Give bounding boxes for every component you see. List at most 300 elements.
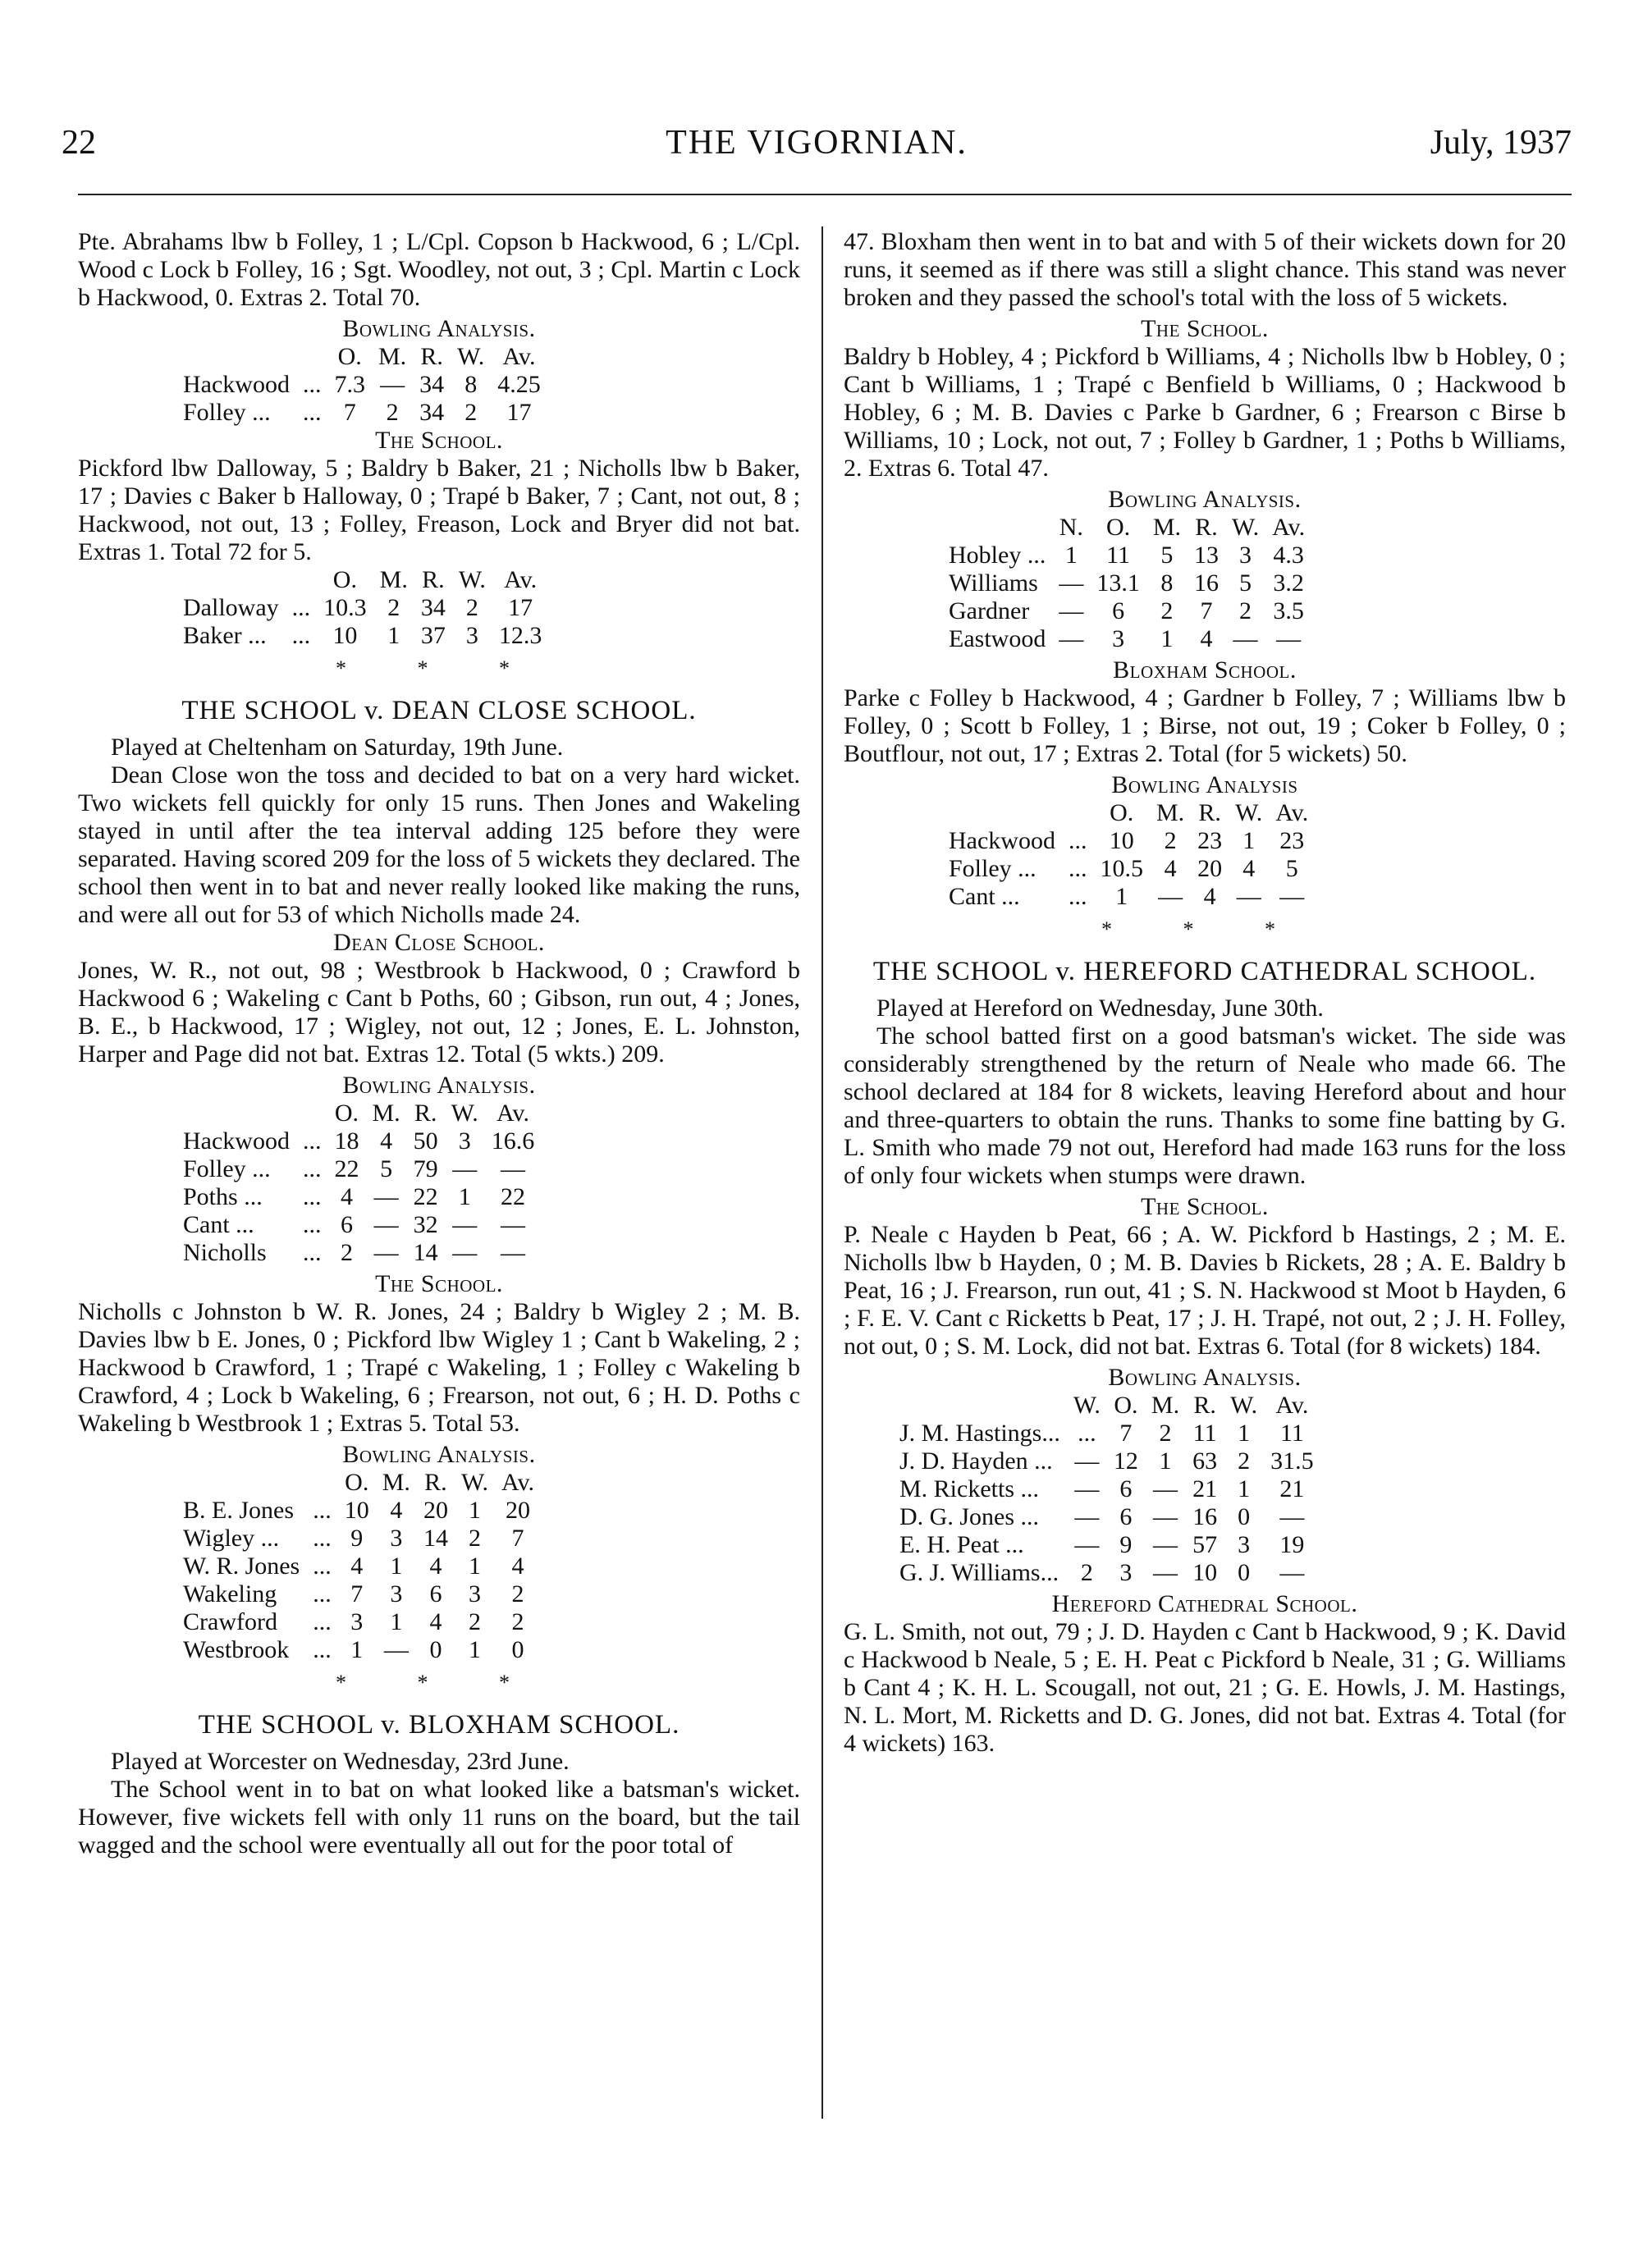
bowler-row [893,1559,1320,1587]
bowling-figure: 4 [390,1497,403,1524]
bowling-figure: ... [302,1239,322,1266]
publication-title: THE VIGORNIAN. [666,124,968,162]
bowling-figure: 4.25 [497,371,541,398]
column-header: W. [1073,1392,1101,1419]
bowling-figure: — [373,1211,399,1238]
bowling-figure: 1 [1159,1447,1172,1475]
bowling-figure: ... [302,399,322,426]
section-subheading: The School. [375,427,503,454]
bowling-analysis-title: Bowling Analysis. [342,315,536,342]
match-venue: Played at Worcester on Wednesday, 23rd June. [111,1748,570,1775]
bowling-figure: 1 [468,1497,481,1524]
bowling-figure: — [1153,1475,1178,1502]
bowling-figure: 1 [387,622,400,649]
bowling-figure: 4 [429,1608,442,1635]
bowling-figure: — [1279,1559,1305,1586]
bowling-figure: 1 [390,1608,403,1635]
column-header [176,343,296,371]
bowling-figure: ... [302,1127,322,1155]
bowling-analysis-title: Bowling Analysis. [1108,1364,1302,1391]
bowling-figure: ... [313,1525,332,1552]
section-separator: * * * [336,656,542,680]
bowler-row [893,1503,1320,1531]
column-header: W. [458,566,486,593]
bowler-row [176,622,548,650]
bowling-figure: 37 [420,622,446,649]
bowling-figure: 1 [350,1636,364,1663]
hereford-innings-text: G. L. Smith, not out, 79 ; J. D. Hayden c Cant b Hackwood, 9 ; K. David c Hackwood b Neale, 5 ; E. H. Peat c Pickford b Neale, 31 ; G. Williams b Cant 4 ; K. H. L. Scougall, not out, 21 ; G. E. Howls, J. M. Hastings, N. L. Mort, M. Ricketts and D. G. Jones, did not bat. Extras 4. Total (for 4 wickets) 163. [844,1618,1566,1757]
bowling-figure: 0 [1238,1503,1251,1530]
bowling-analysis-title: Bowling Analysis [1111,771,1298,798]
bowling-figure: 32 [413,1211,438,1238]
column-header: M. [1151,1392,1180,1419]
bowler-row [176,371,547,399]
bowling-figure: 9 [350,1525,364,1552]
bowling-figure: — [452,1239,478,1266]
bowling-figure: 9 [1119,1531,1133,1558]
bowling-table [942,799,1315,911]
bowling-figure: — [383,1636,409,1663]
bowling-figure: 0 [1238,1559,1251,1586]
bowling-figure: 10 [344,1497,369,1524]
match-report: The School went in to bat on what looked like a batsman's wicket. However, five wickets fell with only 11 runs on the board, but the tail wagged and the school were eventually all out for the poor total of [78,1776,800,1859]
bowler-row [893,1531,1320,1559]
left-column [78,228,800,1859]
bowling-figure: 2 [340,1239,353,1266]
column-header [296,1100,328,1127]
bowler-name: Crawford [183,1608,277,1635]
bowling-figure: 34 [419,371,445,398]
bowling-figure: 1 [1115,883,1128,910]
bowler-row [176,399,547,427]
column-header: O. [334,1100,359,1127]
bowler-row [176,1183,541,1211]
match-heading: THE SCHOOL v. BLOXHAM SCHOOL. [198,1710,680,1740]
bowling-header-row [893,1392,1320,1420]
bowling-figure: 11 [1106,542,1131,569]
column-header: R. [414,1100,437,1127]
bowling-figure: 14 [413,1239,438,1266]
bowling-figure: 7 [1119,1420,1133,1447]
bowling-table [893,1392,1320,1587]
bowler-name: W. R. Jones [183,1552,300,1580]
bowling-figure: 2 [1080,1559,1093,1586]
bowling-figure: 2 [1159,1420,1172,1447]
bowling-figure: 22 [500,1183,525,1210]
bowler-row [176,594,548,622]
page-header [62,123,1572,181]
bowler-row [942,625,1311,653]
column-header: W. [451,1100,478,1127]
bowler-row [942,542,1311,569]
bowler-name: J. D. Hayden ... [899,1447,1053,1475]
bowling-figure: — [452,1155,478,1182]
bowling-figure: 3 [458,1127,471,1155]
column-header: Av. [504,566,538,593]
bowling-figure: 2 [1239,597,1252,624]
bowling-figure: ... [1068,855,1087,882]
column-header: O. [1114,1392,1138,1419]
bowling-analysis-title: Bowling Analysis. [342,1072,536,1099]
bowling-figure: ... [302,1183,322,1210]
bowling-figure: 13.1 [1096,569,1140,597]
bowler-name: Gardner [949,597,1030,624]
bowling-table [176,1469,541,1664]
issue-date: July, 1937 [1430,124,1572,162]
school-innings-text: Baldry b Hobley, 4 ; Pickford b Williams, 4 ; Nicholls lbw b Hobley, 0 ; Cant b Williams, 1 ; Trapé c Benfield b Williams, 0 ; Hackwood b Hobley, 6 ; M. B. Davies c Parke b Gardner, 6 ; Frearson c Birse b Williams, 10 ; Lock, not out, 7 ; Folley b Gardner, 1 ; Poths b Williams, 2. Extras 6. Total 47. [844,343,1566,482]
bowling-figure: 3 [1119,1559,1133,1586]
bowling-figure: 10 [1109,827,1134,854]
bowling-figure: — [1236,883,1261,910]
bowling-figure: — [500,1155,525,1182]
bowling-figure: 4 [350,1552,364,1580]
column-header [176,1469,306,1497]
bowling-figure: 10.5 [1100,855,1143,882]
bowling-figure: 1 [458,1183,471,1210]
bowler-name: Williams [949,569,1038,597]
bowler-row [176,1239,541,1267]
bowling-figure: 19 [1279,1531,1305,1558]
section-subheading: The School. [1141,315,1269,342]
bowling-figure: — [1153,1559,1178,1586]
bowling-figure: 7 [350,1580,364,1607]
bowling-analysis-title: Bowling Analysis. [342,1441,536,1468]
section-subheading: The School. [375,1270,503,1297]
bowling-figure: 14 [423,1525,448,1552]
bowling-header-row [176,566,548,594]
bowling-figure: 4.3 [1273,542,1304,569]
bowling-figure: 2 [1160,597,1174,624]
bowler-name: Baker ... [183,622,267,649]
bowling-header-row [942,514,1311,542]
bowling-figure: 5 [1239,569,1252,597]
bowler-name: Hackwood [183,371,290,398]
column-header: M. [372,1100,400,1127]
bowling-figure: 2 [468,1525,481,1552]
bowler-name: J. M. Hastings... [899,1420,1060,1447]
match-report: The school batted first on a good batsman's wicket. The side was considerably strengthened by the return of Neale who made 66. The school declared at 184 for 8 wickets, leaving Hereford about and hour and three-quarters to obtain the runs. Thanks to some fine batting by G. L. Smith who made 79 not out, Hereford had made 163 runs for the loss of only four wickets when stumps were drawn. [844,1022,1566,1189]
section-subheading: Bloxham School. [1113,656,1297,684]
bowling-figure: 7 [343,399,356,426]
right-column [844,228,1566,1758]
bowler-name: E. H. Peat ... [899,1531,1024,1558]
bowling-figure: 2 [511,1608,524,1635]
bowling-figure: 3.2 [1273,569,1304,597]
column-header: Av. [1275,1392,1309,1419]
column-header: W. [460,1469,488,1496]
bowler-name: D. G. Jones ... [899,1503,1039,1530]
bowling-figure: 17 [508,594,533,621]
bowling-figure: — [380,371,405,398]
bowler-row [176,1525,541,1552]
bowling-figure: — [1279,883,1305,910]
bowler-name: M. Ricketts ... [899,1475,1039,1502]
bowling-figure: 1 [1160,625,1174,652]
bowling-figure: 20 [506,1497,530,1524]
bowling-figure: 12 [1113,1447,1138,1475]
column-header: O. [1110,799,1134,826]
bowler-name: Nicholls [183,1239,267,1266]
bowling-figure: 34 [420,594,446,621]
bowling-figure: ... [313,1608,332,1635]
bowling-figure: 4 [1203,883,1216,910]
column-header: Av. [1275,799,1309,826]
bowler-row [176,1211,541,1239]
column-header: O. [345,1469,369,1496]
bowling-figure: 6 [340,1211,353,1238]
bowling-figure: 2 [387,594,400,621]
bowling-figure: 1 [1242,827,1256,854]
bowling-figure: 21 [1192,1475,1218,1502]
bowler-name: Poths ... [183,1183,263,1210]
bowler-row [893,1420,1320,1447]
column-header: N. [1059,514,1083,541]
bowling-figure: 4 [1242,855,1256,882]
bowling-figure: — [1074,1447,1100,1475]
bowling-figure: 4 [1164,855,1177,882]
bowling-figure: 10 [1192,1559,1218,1586]
bowler-row [942,855,1315,883]
bowling-figure: 5 [1285,855,1298,882]
bowler-row [942,883,1315,911]
bowling-figure: ... [313,1636,332,1663]
section-separator: * * * [1101,917,1308,941]
match-report-continued: 47. Bloxham then went in to bat and with 5 of their wickets down for 20 runs, it seemed as if there was still a slight chance. This stand was never broken and they passed the school's total with the loss of 5 wickets. [844,228,1566,311]
bowler-row [176,1552,541,1580]
bowler-row [942,597,1311,625]
column-header: M. [379,566,408,593]
section-separator: * * * [336,1671,542,1694]
bowling-figure: 22 [334,1155,359,1182]
bowling-figure: 6 [1119,1503,1133,1530]
bowling-figure: ... [302,1155,322,1182]
school-innings-text: P. Neale c Hayden b Peat, 66 ; A. W. Pickford b Hastings, 2 ; M. E. Nicholls lbw b Hayden, 0 ; M. B. Davies b Rickets, 28 ; A. E. Baldry b Peat, 16 ; J. Frearson, run out, 41 ; S. N. Hackwood st Moot b Hayden, 6 ; F. E. V. Cant c Ricketts b Peat, 17 ; J. H. Trapé, not out, 2 ; J. H. Folley, not out, 0 ; S. M. Lock, did not bat. Extras 6. Total (for 8 wickets) 184. [844,1221,1566,1360]
bowling-figure: 3 [465,622,478,649]
column-header: W. [1235,799,1263,826]
bowling-figure: — [1279,1503,1305,1530]
bowler-row [176,1608,541,1636]
page-number: 22 [62,124,96,162]
school-innings-text: Pickford lbw Dalloway, 5 ; Baldry b Baker, 21 ; Nicholls lbw b Baker, 17 ; Davies c Baker b Halloway, 0 ; Trapé b Baker, 7 ; Cant, not out, 8 ; Hackwood, not out, 13 ; Folley, Freason, Lock and Bryer did not bat. Extras 1. Total 72 for 5. [78,455,800,565]
column-header: R. [1193,1392,1216,1419]
bowling-figure: 1 [1238,1420,1251,1447]
bowling-figure: 50 [413,1127,438,1155]
bowler-name: Folley ... [949,855,1037,882]
column-header: M. [382,1469,410,1496]
bowling-figure: ... [1078,1420,1096,1447]
column-header: M. [378,343,407,370]
section-subheading: Dean Close School. [333,929,545,956]
bowler-row [893,1475,1320,1503]
column-header [286,566,318,594]
bowler-name: Hackwood [183,1127,290,1155]
column-header: Av. [502,343,536,370]
bowling-figure: 8 [464,371,478,398]
bowler-row [176,1580,541,1608]
bowling-figure: 1 [390,1552,403,1580]
bowler-row [893,1447,1320,1475]
bowling-figure: 11 [1279,1420,1304,1447]
bowling-figure: 1 [1238,1475,1251,1502]
bowler-row [176,1497,541,1525]
column-header: O. [332,566,357,593]
bowling-figure: 4 [340,1183,353,1210]
column-header [296,343,328,371]
bowling-figure: 12.3 [498,622,542,649]
bowling-figure: — [1276,625,1302,652]
bowling-figure: 31.5 [1270,1447,1314,1475]
bowler-row [176,1155,541,1183]
bowling-figure: 1 [1064,542,1078,569]
bowling-figure: 3.5 [1273,597,1304,624]
bowling-figure: — [1233,625,1258,652]
bowling-figure: — [1153,1503,1178,1530]
column-header: R. [1198,799,1221,826]
column-header: M. [1155,799,1185,826]
column-header: O. [337,343,362,370]
bowler-name: Cant ... [183,1211,254,1238]
bowling-figure: 3 [390,1525,403,1552]
bowling-table [176,566,548,650]
bowling-figure: 0 [511,1636,524,1663]
bowler-name: B. E. Jones [183,1497,294,1524]
match-venue: Played at Cheltenham on Saturday, 19th June. [111,734,564,761]
bowling-table [942,514,1311,653]
bowling-figure: 20 [1197,855,1223,882]
bowling-figure: 17 [506,399,532,426]
column-header [893,1392,1067,1420]
bowling-figure: 57 [1192,1531,1218,1558]
column-header: W. [1232,514,1260,541]
column-header: O. [1105,514,1131,541]
bowling-figure: 6 [1112,597,1125,624]
bowling-figure: 21 [1279,1475,1305,1502]
bowling-figure: 3 [1112,625,1125,652]
bowling-figure: 22 [413,1183,438,1210]
bowling-figure: ... [313,1497,332,1524]
bowling-figure: 23 [1279,827,1305,854]
column-header [942,514,1052,542]
column-header: R. [424,1469,447,1496]
bowling-figure: 10 [332,622,358,649]
bowler-name: Folley ... [183,399,271,426]
bowling-figure: — [373,1239,399,1266]
bowling-figure: 1 [468,1636,481,1663]
bowling-figure: 2 [464,399,478,426]
column-header [1062,799,1094,827]
bowling-figure: 3 [1238,1531,1251,1558]
bowling-figure: 13 [1194,542,1220,569]
column-header [306,1469,338,1497]
bowling-figure: — [1074,1531,1100,1558]
bowler-name: Hobley ... [949,542,1046,569]
bowling-figure: 2 [1238,1447,1251,1475]
bowler-name: Cant ... [949,883,1020,910]
bowling-figure: 4 [511,1552,524,1580]
bowling-figure: — [452,1211,478,1238]
column-header: Av. [1272,514,1306,541]
match-venue: Played at Hereford on Wednesday, June 30th. [876,995,1324,1022]
bowling-figure: 3 [1239,542,1252,569]
column-header: W. [1230,1392,1258,1419]
bowling-figure: ... [302,1211,322,1238]
bowling-figure: 7.3 [334,371,365,398]
header-rule [78,194,1572,195]
bowling-header-row [176,1100,541,1127]
bowling-figure: 4 [380,1127,393,1155]
dean-close-innings-text: Jones, W. R., not out, 98 ; Westbrook b Hackwood, 0 ; Crawford b Hackwood 6 ; Wakeling c Cant b Poths, 60 ; Gibson, run out, 4 ; Jones, B. E., b Hackwood, 17 ; Wigley, not out, 12 ; Jones, E. L. Johnston, Harper and Page did not bat. Extras 12. Total (5 wkts.) 209. [78,957,800,1068]
school-innings-text: Nicholls c Johnston b W. R. Jones, 24 ; Baldry b Wigley 2 ; M. B. Davies lbw b E. Jones, 0 ; Pickford lbw Wigley 1 ; Cant b Wakeling, 2 ; Hackwood b Crawford, 1 ; Trapé c Wakeling, 1 ; Folley c Wakeling b Crawford, 4 ; Lock b Wakeling, 6 ; Frearson, not out, 6 ; H. D. Poths c Wakeling b Westbrook 1 ; Extras 5. Total 53. [78,1298,800,1437]
column-header: W. [457,343,485,370]
bowler-name: Hackwood [949,827,1055,854]
bowling-figure: 6 [429,1580,442,1607]
bowling-figure: 7 [1200,597,1213,624]
bowling-figure: 5 [1160,542,1174,569]
bowling-figure: — [1153,1531,1178,1558]
column-header: R. [1195,514,1218,541]
bowling-figure: — [500,1239,525,1266]
army-innings-text: Pte. Abrahams lbw b Folley, 1 ; L/Cpl. Copson b Hackwood, 6 ; L/Cpl. Wood c Lock b Folley, 16 ; Sgt. Woodley, not out, 3 ; Cpl. Martin c Lock b Hackwood, 0. Extras 2. Total 70. [78,228,800,311]
bowling-figure: 6 [1119,1475,1133,1502]
bowling-figure: — [500,1211,525,1238]
bowling-figure: 63 [1192,1447,1218,1475]
column-header: R. [422,566,445,593]
bowler-row [176,1127,541,1155]
bowling-figure: 16 [1192,1503,1218,1530]
bowler-row [176,1636,541,1664]
bowling-figure: — [1074,1503,1100,1530]
bowling-figure: 10.3 [323,594,367,621]
bowler-name: Wigley ... [183,1525,280,1552]
bowling-figure: 16.6 [491,1127,535,1155]
bloxham-innings-text: Parke c Folley b Hackwood, 4 ; Gardner b Folley, 7 ; Williams lbw b Folley, 0 ; Scott b Folley, 1 ; Birse, not out, 19 ; Coker b Folley, 0 ; Boutflour, not out, 17 ; Extras 2. Total (for 5 wickets) 50. [844,684,1566,767]
bowling-figure: 2 [386,399,399,426]
bowler-name: G. J. Williams... [899,1559,1059,1586]
bowling-figure: ... [1068,883,1087,910]
bowling-figure: 3 [390,1580,403,1607]
bowling-table [176,1100,541,1267]
bowling-figure: 0 [429,1636,442,1663]
column-header: Av. [501,1469,534,1496]
bowler-row [942,569,1311,597]
bowling-figure: 7 [511,1525,524,1552]
match-report: Dean Close won the toss and decided to bat on a very hard wicket. Two wickets fell quickly for only 15 runs. Then Jones and Wakeling stayed in until after the tea interval adding 125 before they were separated. Having scored 209 for the loss of 5 wickets they declared. The school then went in to bat and never really looked like making the runs, and were all out for 53 of which Nicholls made 24. [78,761,800,928]
bowling-figure: 2 [468,1608,481,1635]
bowling-figure: 4 [429,1552,442,1580]
bowling-figure: ... [313,1552,332,1580]
bowling-table [176,343,547,427]
bowler-name: Wakeling [183,1580,277,1607]
column-header: R. [420,343,443,370]
column-divider [821,226,823,2119]
bowling-figure: 20 [423,1497,448,1524]
bowling-figure: — [1059,569,1084,597]
bowling-figure: — [1059,597,1084,624]
bowling-figure: ... [1068,827,1087,854]
bowling-figure: 1 [468,1552,481,1580]
bowling-figure: 11 [1192,1420,1217,1447]
column-header [942,799,1062,827]
bowling-figure: 8 [1160,569,1174,597]
bowling-figure: ... [313,1580,332,1607]
bowling-figure: — [1059,625,1084,652]
bowler-name: Westbrook [183,1636,290,1663]
bowling-figure: 2 [1164,827,1177,854]
bowler-name: Folley ... [183,1155,271,1182]
bowling-figure: 5 [380,1155,393,1182]
bowling-figure: ... [302,371,322,398]
bowling-header-row [942,799,1315,827]
